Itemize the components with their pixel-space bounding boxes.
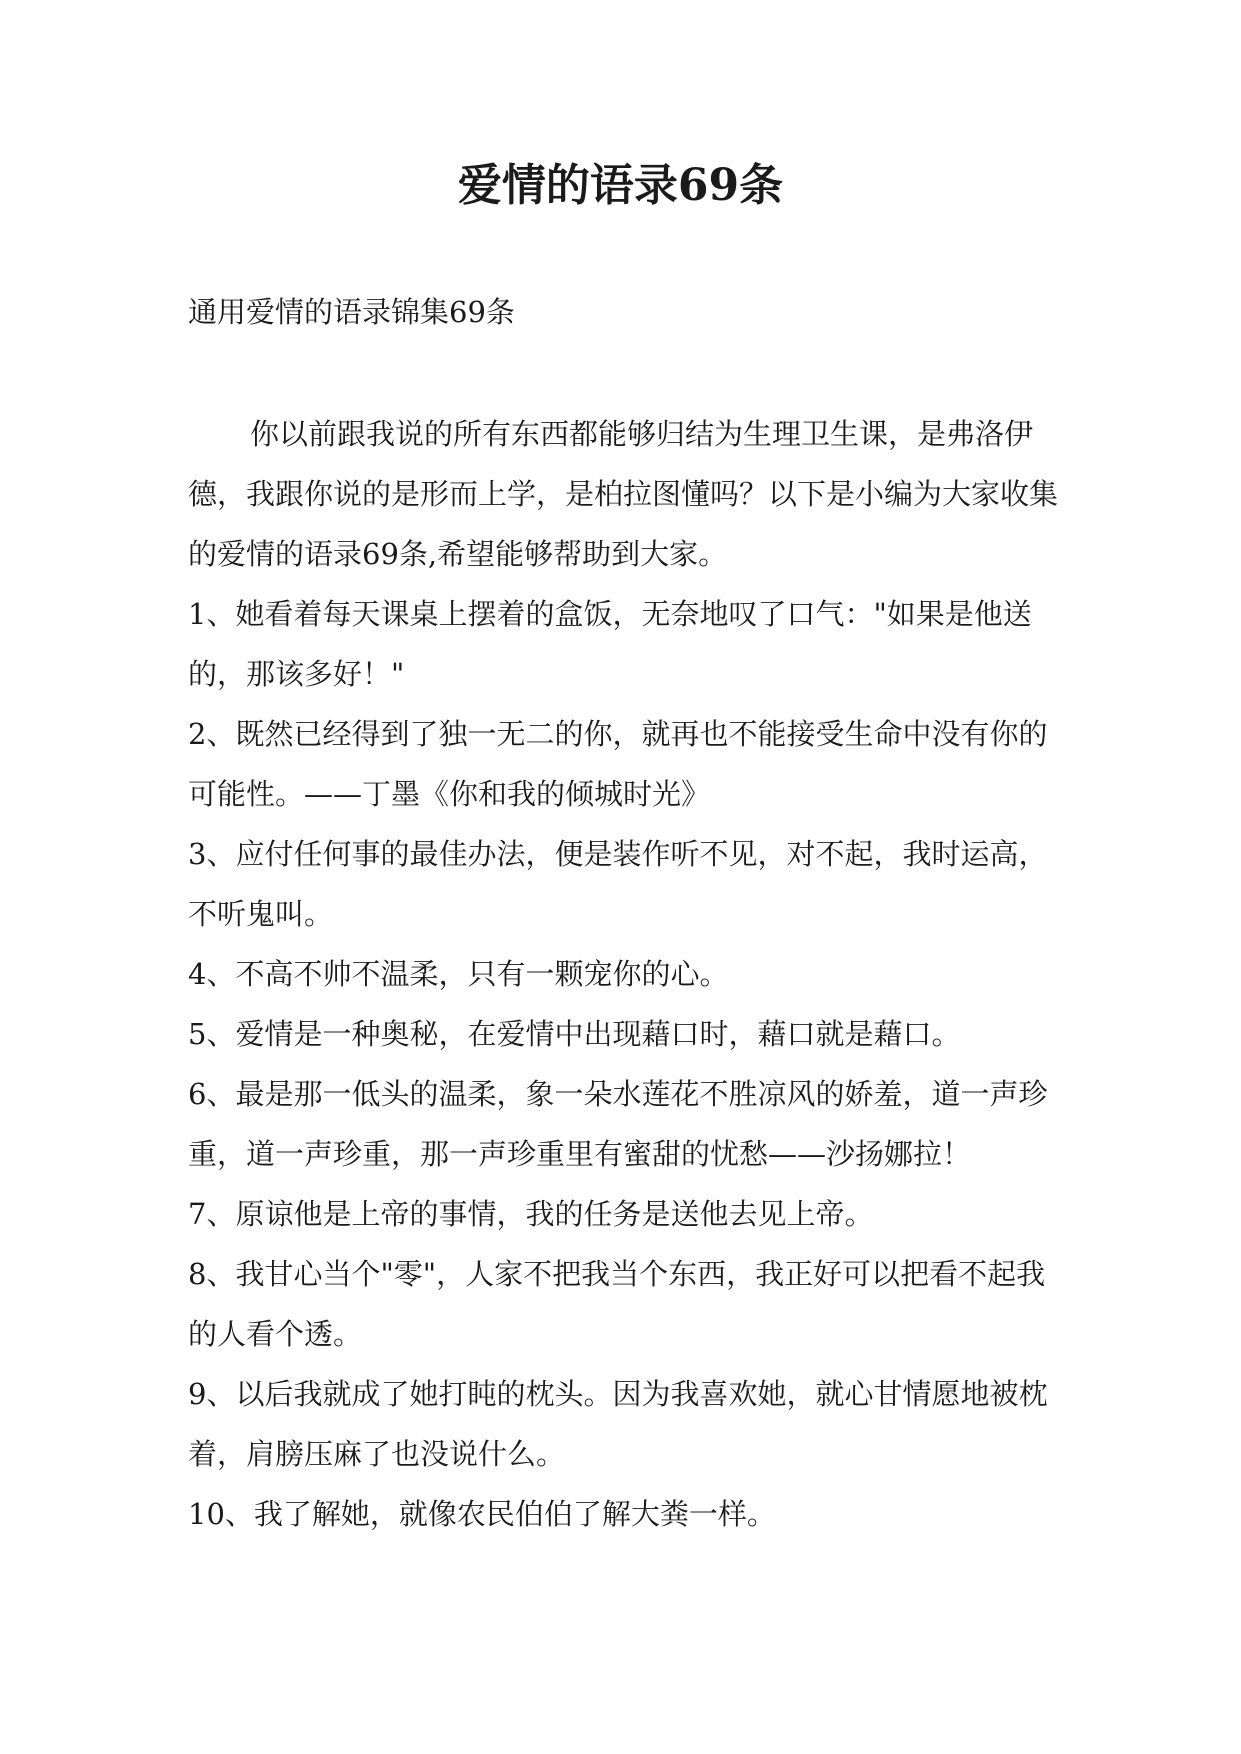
intro-paragraph: 你以前跟我说的所有东西都能够归结为生理卫生课，是弗洛伊德，我跟你说的是形而上学，是柏拉图懂吗？以下是小编为大家收集的爱情的语录69条,希望能够帮助到大家。 xyxy=(188,417,1059,571)
quote-item: 8、我甘心当个"零"，人家不把我当个东西，我正好可以把看不起我的人看个透。 xyxy=(188,1257,1046,1351)
quote-item: 1、她看着每天课桌上摆着的盒饭，无奈地叹了口气："如果是他送的，那该多好！" xyxy=(188,597,1032,691)
quote-item: 6、最是那一低头的温柔，象一朵水莲花不胜凉风的娇羞，道一声珍重，道一声珍重，那一声珍重里有蜜甜的忧愁——沙扬娜拉！ xyxy=(188,1077,1048,1171)
quote-item: 2、既然已经得到了独一无二的你，就再也不能接受生命中没有你的可能性。——丁墨《你和我的倾城时光》 xyxy=(188,717,1048,811)
document-body xyxy=(188,404,1068,1544)
page-subtitle: 通用爱情的语录锦集69条 xyxy=(188,295,515,329)
quote-item: 7、原谅他是上帝的事情，我的任务是送他去见上帝。 xyxy=(188,1197,874,1231)
quote-item: 4、不高不帅不温柔，只有一颗宠你的心。 xyxy=(188,957,729,991)
quote-item: 10、我了解她，就像农民伯伯了解大粪一样。 xyxy=(188,1497,776,1531)
page-title: 爱情的语录69条 xyxy=(457,160,784,211)
quote-item: 5、爱情是一种奥秘，在爱情中出现藉口时，藉口就是藉口。 xyxy=(188,1017,961,1051)
quote-item: 9、以后我就成了她打盹的枕头。因为我喜欢她，就心甘情愿地被枕着，肩膀压麻了也没说什么。 xyxy=(188,1377,1048,1471)
quote-item: 3、应付任何事的最佳办法，便是装作听不见，对不起，我时运高，不听鬼叫。 xyxy=(188,837,1048,931)
